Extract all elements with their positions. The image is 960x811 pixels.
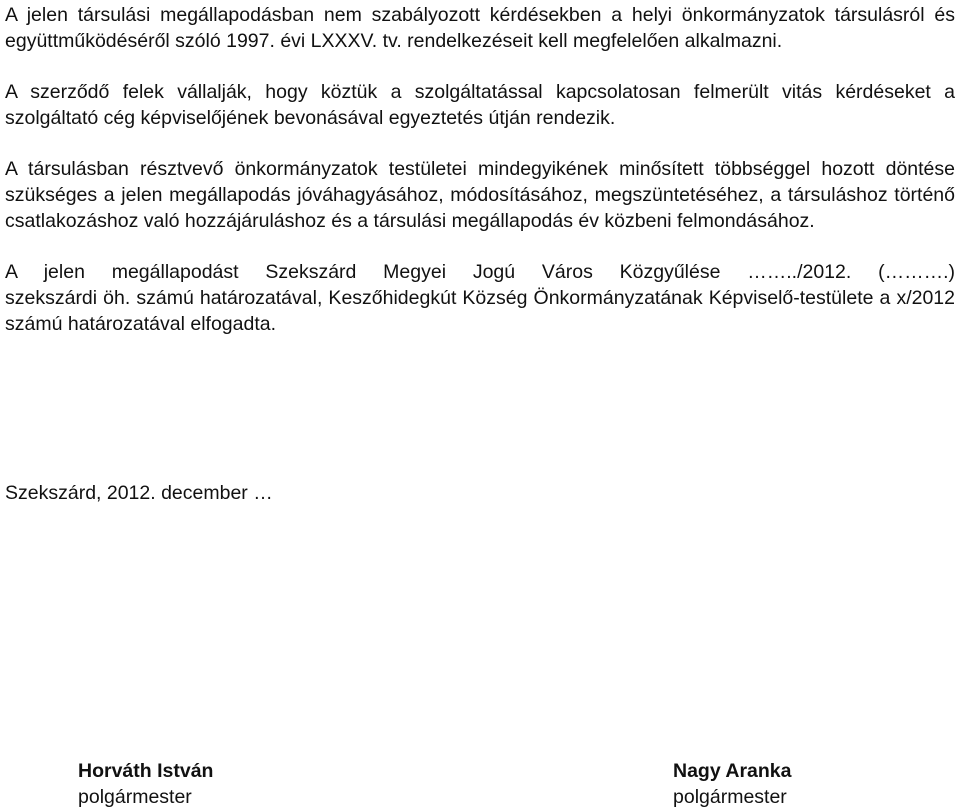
place-and-date: Szekszárd, 2012. december … (5, 482, 273, 504)
approval-continuation: szekszárdi öh. számú határozatával, Keszőhidegkút Község Önkormányzatának Képviselő-testülete a x/2012 számú határozatával elfogadta. (5, 287, 955, 335)
signature-block-right (673, 758, 792, 810)
signatory-role: polgármester (673, 786, 787, 808)
approval-first-line: A jelen megállapodást Szekszárd Megyei Jogú Város Közgyűlése ……../2012. (……….) (5, 261, 955, 283)
paragraph-applicable-law: A jelen társulási megállapodásban nem szabályozott kérdésekben a helyi önkormányzatok társulásról és együttműködéséről szóló 1997. évi LXXXV. tv. rendelkezéseit kell megfelelően alkalmazni. (5, 4, 955, 52)
paragraph-decision-requirements: A társulásban résztvevő önkormányzatok testületei mindegyikének minősített többséggel hozott döntése szükséges a jelen megállapodás jóváhagyásához, módosításához, megszüntetéséhez, a társuláshoz történő csatlakozáshoz való hozzájáruláshoz és a társulási megállapodás év közbeni felmondásához. (5, 158, 955, 232)
paragraph-dispute-resolution: A szerződő felek vállalják, hogy köztük a szolgáltatással kapcsolatosan felmerült vitás kérdéseket a szolgáltató cég képviselőjének bevonásával egyeztetés útján rendezik. (5, 81, 955, 129)
signatory-role: polgármester (78, 786, 192, 808)
signatory-name: Horváth István (78, 760, 214, 782)
paragraph-approval (5, 259, 955, 337)
document-body (5, 2, 955, 337)
signatory-name: Nagy Aranka (673, 760, 792, 782)
signature-block-left (78, 758, 213, 810)
